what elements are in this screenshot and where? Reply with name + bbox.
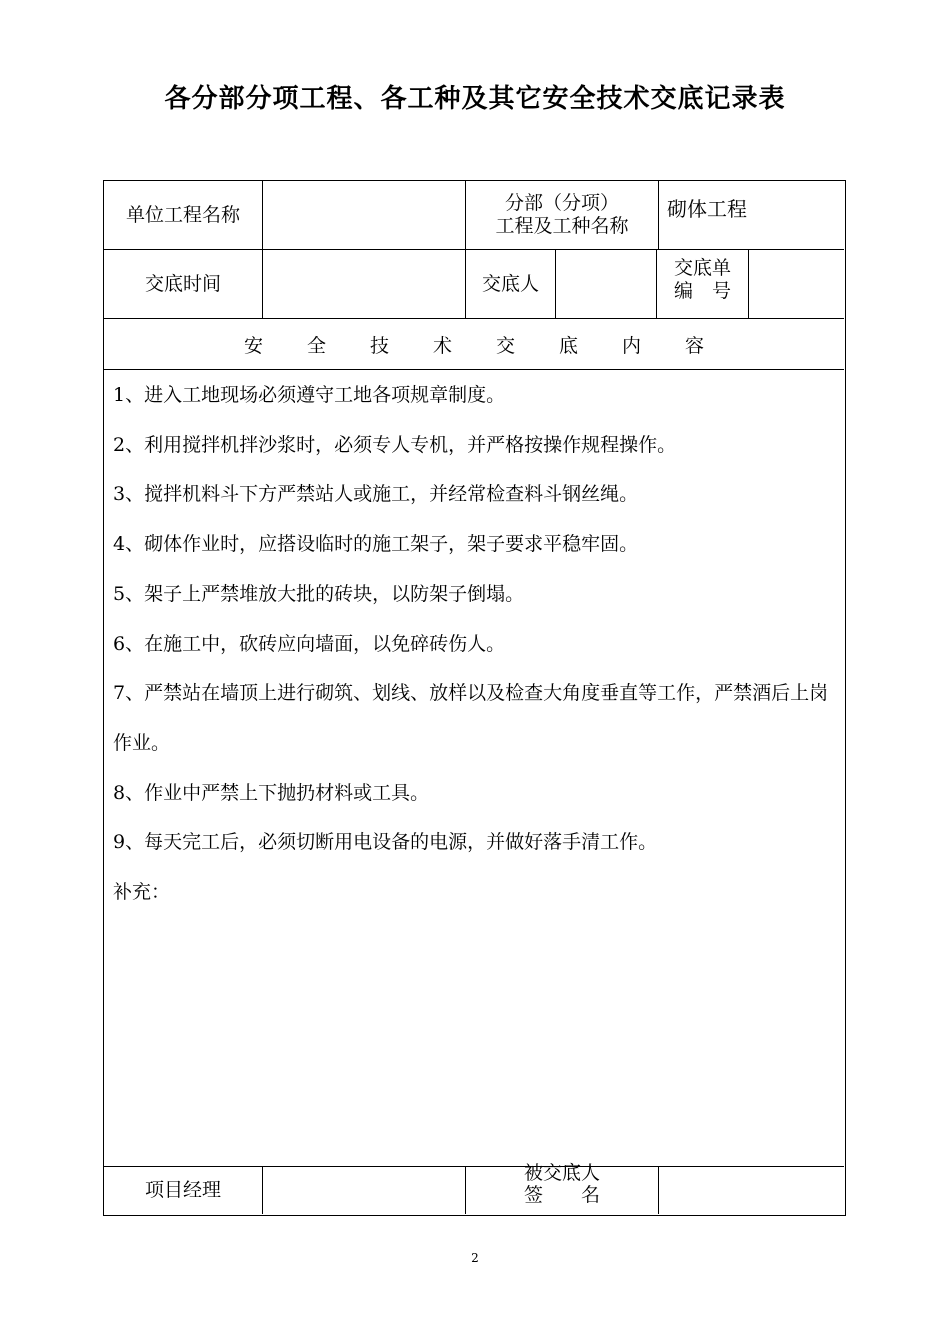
project-manager-label: 项目经理 [144,1179,221,1202]
row-divider [104,369,844,370]
briefing-person-label: 交底人 [481,272,539,295]
safety-briefing-form [103,180,846,1216]
briefing-number-label-line2: 编 号 [673,280,731,302]
signee-signature-field[interactable] [659,1167,844,1214]
briefing-number-label-line1: 交底单 [673,257,731,280]
briefing-content[interactable] [113,371,841,918]
section-title: 安全技术交底内容 [243,334,748,357]
subproject-value: 砌体工程 [667,197,747,221]
content-item: 5、架子上严禁堆放大批的砖块，以防架子倒塌。 [113,582,525,605]
document-title: 各分部分项工程、各工种及其它安全技术交底记录表 [164,84,786,114]
supplement-label: 补充： [113,881,171,904]
subproject-label-line1: 分部（分项） [504,192,619,215]
content-item: 8、作业中严禁上下抛扔材料或工具。 [113,781,430,804]
briefing-time-label: 交底时间 [144,272,221,295]
content-item: 3、搅拌机料斗下方严禁站人或施工，并经常检查料斗钢丝绳。 [113,483,639,506]
content-item: 6、在施工中，砍砖应向墙面，以免碎砖伤人。 [113,632,506,655]
content-item: 1、进入工地现场必须遵守工地各项规章制度。 [113,384,506,406]
briefing-person-field[interactable] [556,250,656,318]
unit-project-field[interactable] [263,181,465,249]
subproject-label [466,181,658,249]
signee-label [466,1159,658,1211]
signee-label-line1: 被交底人 [523,1162,600,1185]
subproject-label-line2: 工程及工种名称 [495,215,629,237]
briefing-number-field[interactable] [749,250,844,318]
briefing-number-label [657,250,748,310]
content-item: 7、严禁站在墙顶上进行砌筑、划线、放样以及检查大角度垂直等工作，严禁酒后上岗作业。 [113,682,829,754]
project-manager-field[interactable] [263,1167,465,1214]
content-item: 2、利用搅拌机拌沙浆时，必须专人专机，并严格按操作规程操作。 [113,433,677,456]
signee-label-line2: 签 名 [523,1184,600,1206]
subproject-field[interactable] [659,181,844,237]
page-number: 2 [471,1251,479,1265]
content-item: 4、砌体作业时，应搭设临时的施工架子，架子要求平稳牢固。 [113,533,639,556]
content-item: 9、每天完工后，必须切断用电设备的电源，并做好落手清工作。 [113,831,658,854]
briefing-time-field[interactable] [263,250,465,318]
unit-project-label: 单位工程名称 [125,203,240,226]
